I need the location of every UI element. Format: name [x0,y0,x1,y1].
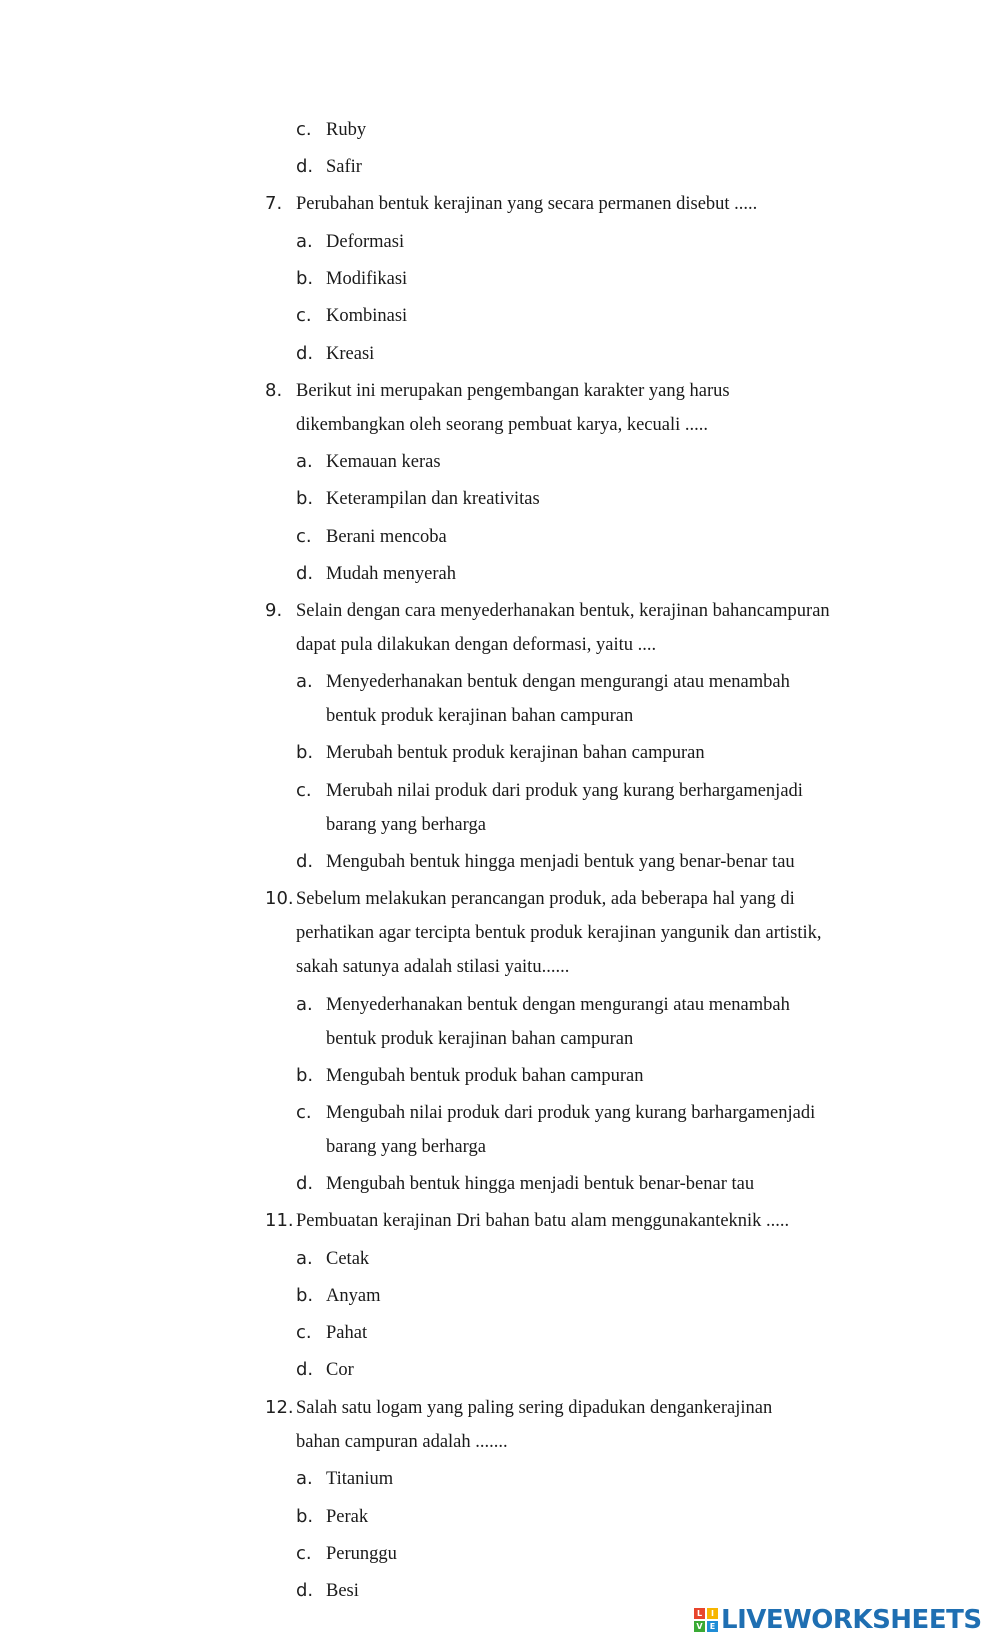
option-text: Mudah menyerah [326,564,456,584]
option-letter: c. [296,1322,312,1343]
question-text: Pembuatan kerajinan Dri bahan batu alam menggunakanteknik ..... [296,1211,790,1231]
option-letter: a. [296,671,313,692]
question-number: 7. [265,193,283,214]
question-number: 9. [265,600,283,621]
option-letter: d. [296,851,314,872]
option-text: Merubah bentuk produk kerajinan bahan campuran [326,743,705,763]
option-letter: b. [296,1065,314,1086]
option-letter: a. [296,994,313,1015]
liveworksheets-logo [694,1605,982,1635]
option-text: Kreasi [326,344,375,364]
option-text: Mengubah bentuk hingga menjadi bentuk yang benar-benar tau [326,852,795,872]
option-text: Menyederhanakan bentuk dengan mengurangi atau menambah [326,672,790,692]
option-text: Kemauan keras [326,452,441,472]
option-letter: c. [296,305,312,326]
option-text: Cor [326,1360,354,1380]
option-text: sakah satunya adalah stilasi yaitu...... [296,957,570,977]
option-text: Mengubah nilai produk dari produk yang kurang barhargamenjadi [326,1103,816,1123]
option-text: Modifikasi [326,269,408,289]
logo-mark-letter: L [694,1608,705,1619]
question-text: Berikut ini merupakan pengembangan karakter yang harus [296,381,730,401]
logo-wordmark: LIVEWORKSHEETS [721,1605,982,1635]
option-text: Pahat [326,1323,368,1343]
question-number: 10. [265,888,294,909]
option-text: Keterampilan dan kreativitas [326,489,540,509]
liveworksheets-logo-icon [694,1608,718,1632]
question-text: Selain dengan cara menyederhanakan bentuk, kerajinan bahancampuran [296,601,830,621]
logo-mark-letter: E [707,1621,718,1632]
option-letter: c. [296,1543,312,1564]
option-text: Ruby [326,120,367,140]
option-letter: b. [296,1506,314,1527]
option-text: barang yang berharga [326,1137,486,1157]
question-text: Sebelum melakukan perancangan produk, ada beberapa hal yang di [296,889,795,909]
option-text: dikembangkan oleh seorang pembuat karya, kecuali ..... [296,415,708,435]
option-letter: d. [296,563,314,584]
option-letter: d. [296,156,314,177]
question-number: 8. [265,380,283,401]
option-letter: a. [296,1468,313,1489]
option-text: Anyam [326,1286,381,1306]
option-letter: b. [296,1285,314,1306]
question-number: 11. [265,1210,294,1231]
option-text: Deformasi [326,232,405,252]
option-text: barang yang berharga [326,815,486,835]
option-text: Titanium [326,1469,394,1489]
option-text: Besi [326,1581,359,1601]
option-letter: d. [296,343,314,364]
question-text: Salah satu logam yang paling sering dipadukan dengankerajinan [296,1398,773,1418]
option-text: dapat pula dilakukan dengan deformasi, yaitu .... [296,635,657,655]
option-letter: b. [296,488,314,509]
option-letter: a. [296,451,313,472]
option-text: perhatikan agar tercipta bentuk produk kerajinan yangunik dan artistik, [296,923,822,943]
option-text: bahan campuran adalah ....... [296,1432,508,1452]
option-letter: b. [296,742,314,763]
option-text: Mengubah bentuk produk bahan campuran [326,1066,644,1086]
logo-mark-letter: I [707,1608,718,1619]
option-letter: d. [296,1173,314,1194]
option-text: Cetak [326,1249,370,1269]
option-text: Perunggu [326,1544,397,1564]
option-letter: c. [296,119,312,140]
option-text: Safir [326,157,362,177]
option-text: Berani mencoba [326,527,447,547]
question-number: 12. [265,1397,294,1418]
option-letter: a. [296,1248,313,1269]
option-letter: c. [296,780,312,801]
option-letter: d. [296,1580,314,1601]
option-text: Menyederhanakan bentuk dengan mengurangi atau menambah [326,995,790,1015]
option-letter: c. [296,1102,312,1123]
option-text: bentuk produk kerajinan bahan campuran [326,1029,634,1049]
option-text: Perak [326,1507,369,1527]
option-letter: b. [296,268,314,289]
option-letter: c. [296,526,312,547]
logo-mark-letter: V [694,1621,705,1632]
option-letter: d. [296,1359,314,1380]
option-letter: a. [296,231,313,252]
question-text: Perubahan bentuk kerajinan yang secara permanen disebut ..... [296,194,758,214]
option-text: bentuk produk kerajinan bahan campuran [326,706,634,726]
option-text: Mengubah bentuk hingga menjadi bentuk benar-benar tau [326,1174,755,1194]
option-text: Kombinasi [326,306,408,326]
option-text: Merubah nilai produk dari produk yang kurang berhargamenjadi [326,781,803,801]
